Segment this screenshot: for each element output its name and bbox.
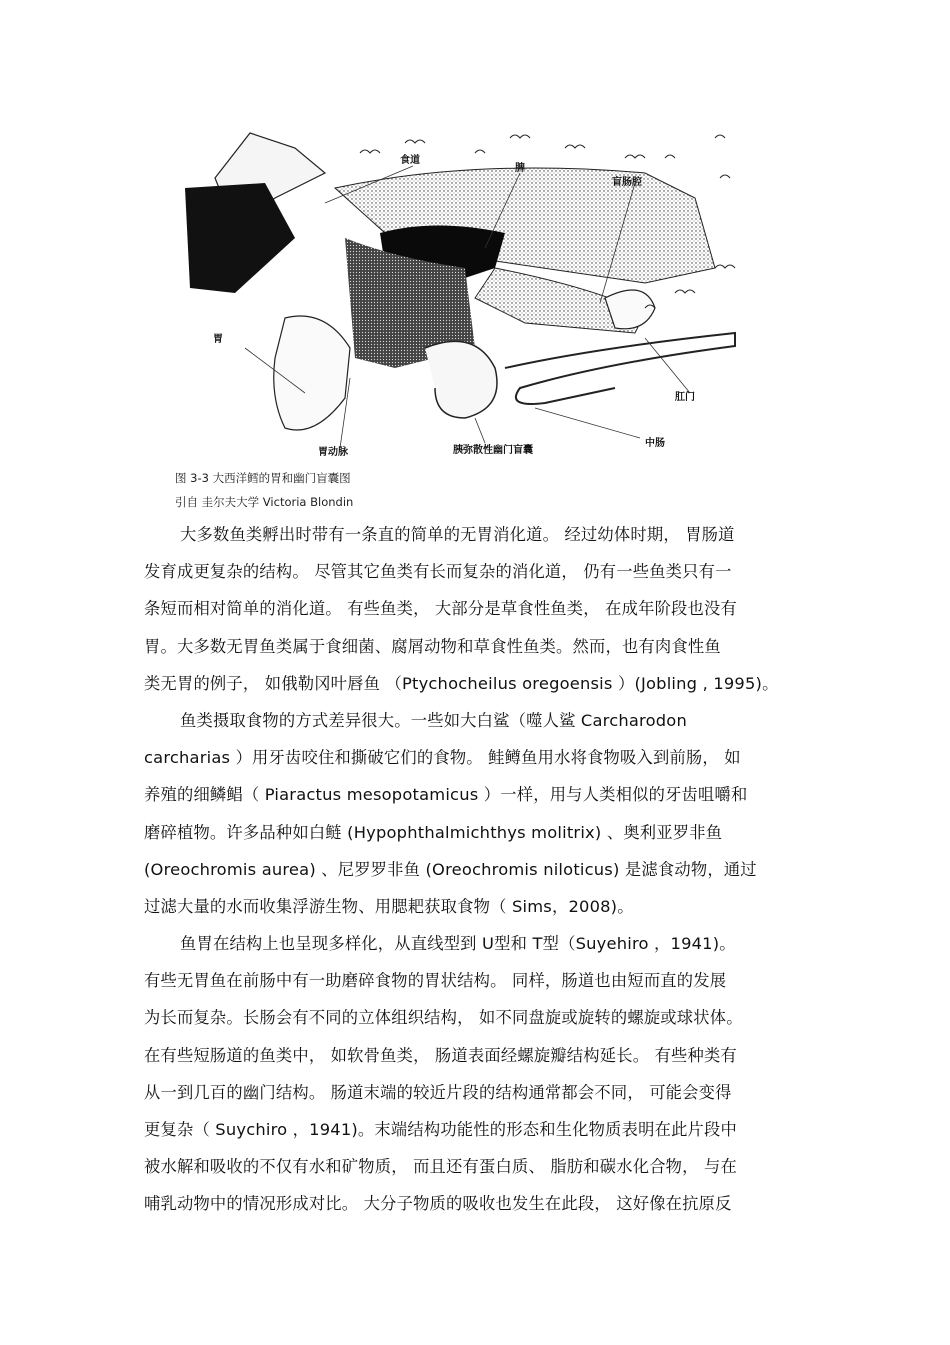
fish-gut-illustration bbox=[175, 118, 755, 463]
paragraph-line: 有些无胃鱼在前肠中有一助磨碎食物的胃状结构。 同样，肠道也由短而直的发展 bbox=[144, 971, 727, 991]
paragraph-line: 发育成更复杂的结构。 尽管其它鱼类有长而复杂的消化道， 仍有一些鱼类只有一 bbox=[144, 562, 732, 582]
label-gastric-artery: 胃动脉 bbox=[318, 447, 348, 458]
paragraph-line: 在有些短肠道的鱼类中， 如软骨鱼类， 肠道表面经螺旋瓣结构延长。 有些种类有 bbox=[144, 1045, 737, 1065]
paragraph-line: 为长而复杂。长肠会有不同的立体组织结构， 如不同盘旋或旋转的螺旋或球状体。 bbox=[144, 1008, 743, 1028]
figure-caption: 图 3-3 大西洋鳕的胃和幽门盲囊图 bbox=[175, 471, 351, 485]
label-esophagus: 食道 bbox=[400, 155, 420, 166]
paragraph-line: 胃。大多数无胃鱼类属于食细菌、腐屑动物和草食性鱼类。然而，也有肉食性鱼 bbox=[144, 636, 721, 656]
paragraph-line: 鱼类摄取食物的方式差异很大。一些如大白鲨（噬人鲨 Carcharodon bbox=[180, 710, 687, 730]
label-anus: 肛门 bbox=[675, 392, 695, 403]
stomach-shape bbox=[274, 316, 350, 430]
paragraph-line: 鱼胃在结构上也呈现多样化，从直线型到 U型和 T型（Suyehiro ，1941)。 bbox=[180, 934, 736, 954]
label-cecum: 盲肠腔 bbox=[612, 177, 642, 188]
label-pyloric-caeca: 胰弥散性幽门盲囊 bbox=[453, 445, 533, 456]
fish-gut-figure bbox=[175, 118, 755, 463]
figure-source: 引自 圭尔夫大学 Victoria Blondin bbox=[175, 495, 354, 509]
paragraph-line: 过滤大量的水而收集浮游生物、用腮耙获取食物（ Sims，2008)。 bbox=[144, 896, 634, 916]
body-text bbox=[144, 516, 810, 1223]
paragraph-line: 养殖的细鳞鲳（ Piaractus mesopotamicus ）一样，用与人类相似的牙齿咀嚼和 bbox=[144, 785, 748, 805]
paragraph-line: 从一到几百的幽门结构。 肠道末端的较近片段的结构通常都会不同， 可能会变得 bbox=[144, 1082, 732, 1102]
label-spleen: 脾 bbox=[515, 163, 525, 174]
midgut-loop bbox=[425, 341, 497, 418]
paragraph-line: 更复杂（ Suychiro ，1941)。末端结构功能性的形态和生化物质表明在此片段中 bbox=[144, 1120, 737, 1139]
paragraph-line: 大多数鱼类孵出时带有一条直的简单的无胃消化道。 经过幼体时期， 胃肠道 bbox=[180, 525, 735, 544]
paragraph-line: 哺乳动物中的情况形成对比。 大分子物质的吸收也发生在此段， 这好像在抗原反 bbox=[144, 1194, 732, 1214]
paragraph-line: 类无胃的例子， 如俄勒冈叶唇鱼 （Ptychocheilus oregoensis ）(Jobling , 1995)。 bbox=[144, 673, 779, 693]
paragraph-line: 条短而相对简单的消化道。 有些鱼类， 大部分是草食性鱼类， 在成年阶段也没有 bbox=[144, 599, 737, 619]
dark-liver-region bbox=[185, 183, 295, 293]
label-stomach: 胃 bbox=[213, 334, 223, 345]
label-midgut: 中肠 bbox=[645, 438, 665, 449]
paragraph-line: carcharias ）用牙齿咬住和撕破它们的食物。 鲑鳟鱼用水将食物吸入到前肠， 如 bbox=[144, 748, 741, 768]
paragraph-line: 磨碎植物。许多品种如白鲢 (Hypophthalmichthys molitrix) 、奥利亚罗非鱼 bbox=[144, 822, 723, 842]
paragraph-line: (Oreochromis aurea) 、尼罗罗非鱼 (Oreochromis niloticus) 是滤食动物，通过 bbox=[144, 859, 757, 879]
intestine-loop bbox=[505, 333, 735, 404]
paragraph-line: 被水解和吸收的不仅有水和矿物质， 而且还有蛋白质、 脂肪和碳水化合物， 与在 bbox=[144, 1157, 737, 1177]
